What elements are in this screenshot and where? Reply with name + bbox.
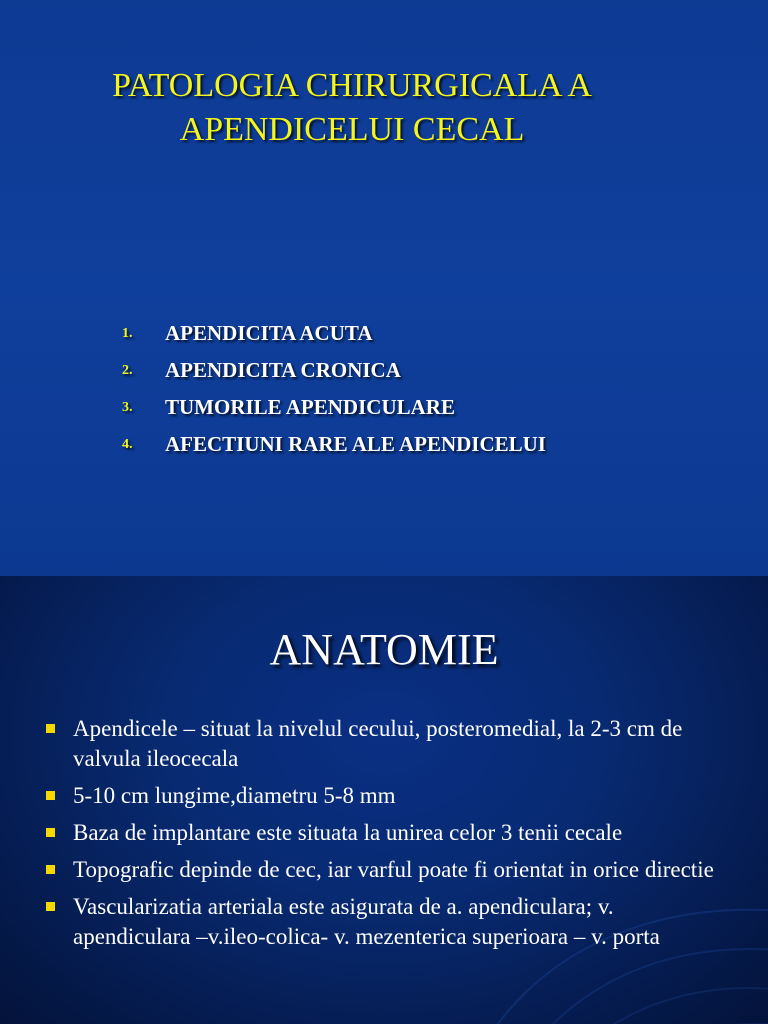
slide-1-title-line-2: APENDICELUI CECAL [179, 111, 525, 148]
bullet-text: 5-10 cm lungime,diametru 5-8 mm [73, 783, 396, 808]
bullet-text: Vascularizatia arteriala este asigurata de a. apendiculara; v. apendiculara –v.ileo-colica- v. mezenterica superioara – v. porta [73, 894, 660, 949]
list-item-text: APENDICITA CRONICA [165, 358, 401, 382]
list-number: 3. [122, 400, 133, 415]
list-number: 2. [122, 363, 133, 378]
bullet-item [46, 855, 736, 885]
list-item [110, 389, 546, 426]
bullet-text: Baza de implantare este situata la unirea celor 3 tenii cecale [73, 820, 623, 845]
slide-1-title-line-1: PATOLOGIA CHIRURGICALA A [112, 67, 592, 104]
bullet-text: Apendicele – situat la nivelul cecului, posteromedial, la 2-3 cm de valvula ileocecala [73, 716, 683, 771]
list-number: 1. [122, 326, 133, 341]
list-item [110, 352, 546, 389]
slide-2 [0, 576, 768, 1024]
list-item [110, 426, 546, 463]
numbered-list [110, 315, 546, 463]
bullet-item [46, 892, 736, 952]
square-bullet-icon [46, 724, 55, 733]
square-bullet-icon [46, 902, 55, 911]
bullet-list [46, 714, 736, 959]
list-number: 4. [122, 437, 133, 452]
bullet-item [46, 714, 736, 774]
list-item-text: AFECTIUNI RARE ALE APENDICELUI [165, 432, 546, 456]
bullet-text: Topografic depinde de cec, iar varful poate fi orientat in orice directie [73, 857, 714, 882]
square-bullet-icon [46, 828, 55, 837]
list-item-text: APENDICITA ACUTA [165, 321, 373, 345]
bullet-item [46, 781, 736, 811]
square-bullet-icon [46, 791, 55, 800]
list-item [110, 315, 546, 352]
square-bullet-icon [46, 865, 55, 874]
slide-1-title [0, 64, 704, 152]
list-item-text: TUMORILE APENDICULARE [165, 395, 455, 419]
slide-2-title: ANATOMIE [269, 625, 499, 674]
bullet-item [46, 818, 736, 848]
